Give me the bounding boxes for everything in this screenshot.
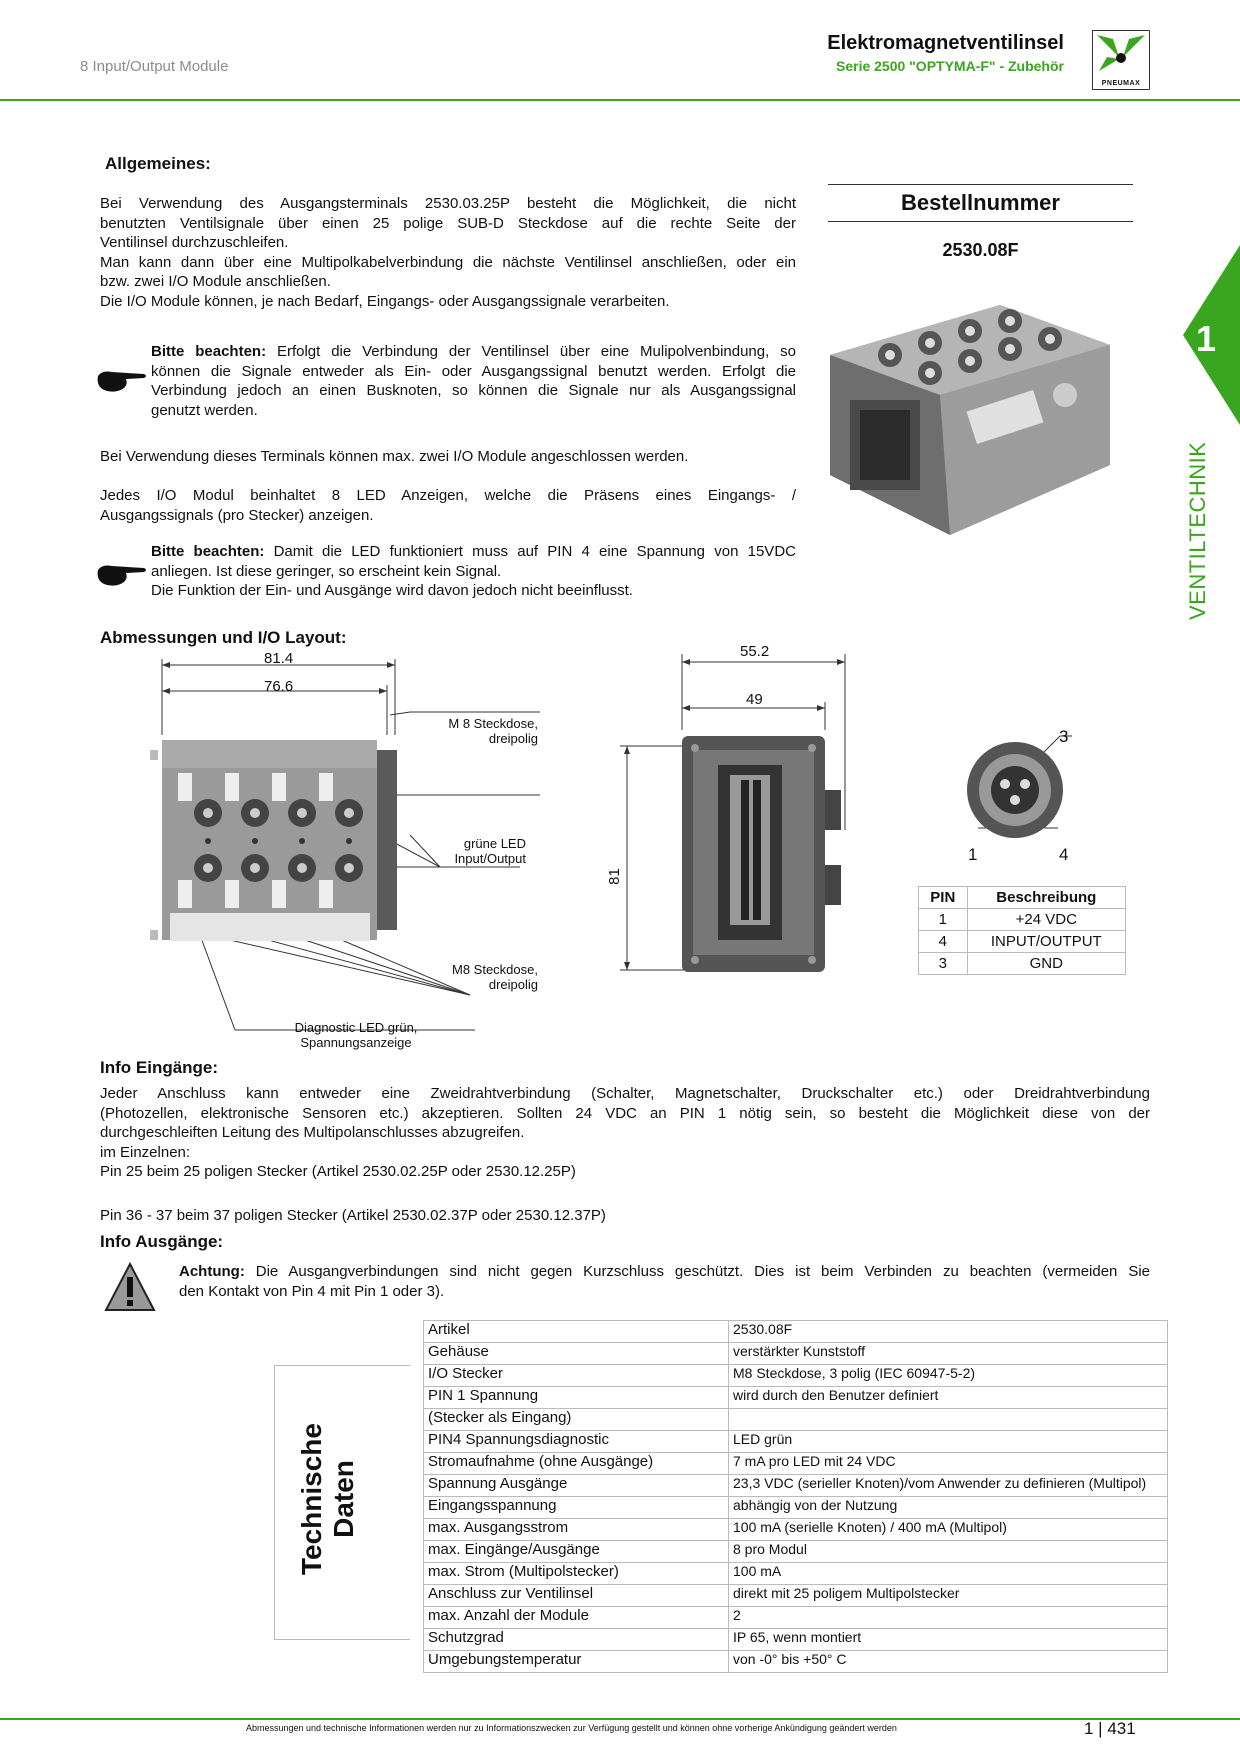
- warning-icon: [104, 1262, 156, 1314]
- table-row: [919, 931, 1126, 953]
- chapter-number: 1: [1196, 318, 1217, 359]
- side-view-drawing: [615, 650, 855, 980]
- logo-mark: [1093, 31, 1149, 79]
- text-line: (Photozellen, elektronische Sensoren etc.) akzeptieren. Sollten 24 VDC an PIN 1 nötig sein, so besteht die Möglichkeit diese von der: [100, 1104, 1150, 1122]
- tech-heading-line: Daten: [328, 1460, 359, 1538]
- tech-table: [423, 1320, 1168, 1673]
- dim-depth-inner: 49: [746, 691, 763, 708]
- table-header: PIN: [919, 887, 968, 909]
- text-line: Die I/O Module können, je nach Bedarf, Eingangs- oder Ausgangssignale verarbeiten.: [100, 292, 670, 310]
- warning-bold: Achtung:: [179, 1263, 245, 1280]
- tech-key: (Stecker als Eingang): [424, 1409, 729, 1431]
- tech-value: 8 pro Modul: [729, 1541, 1168, 1563]
- pointing-hand-icon: [96, 366, 148, 396]
- para-max-modules: [100, 447, 688, 467]
- table-row: [919, 953, 1126, 975]
- tech-value: M8 Steckdose, 3 polig (IEC 60947-5-2): [729, 1365, 1168, 1387]
- page-title: Elektromagnetventilinsel: [827, 32, 1064, 54]
- text-line: den Kontakt von Pin 4 mit Pin 1 oder 3).: [179, 1282, 445, 1300]
- label-diagnostic: [256, 1020, 456, 1050]
- dim-width-outer: 81.4: [264, 650, 294, 667]
- text-line: Man kann dann über eine Multipolkabelverbindung die nächste Ventilinsel anschließen, oder ein: [100, 253, 796, 271]
- tech-heading-line: Technische: [296, 1423, 327, 1575]
- brand-logo: [1092, 30, 1150, 90]
- table-row: [424, 1563, 1168, 1585]
- text-line: Jeder Anschluss kann entweder eine Zweidrahtverbindung (Schalter, Magnetschalter, Druckschalter etc.) oder Dreidrahtverbindung: [100, 1085, 1150, 1102]
- tech-key: Gehäuse: [424, 1343, 729, 1365]
- table-row: [424, 1409, 1168, 1431]
- label-line: grüne LED: [463, 836, 526, 851]
- info-outputs-text: [179, 1262, 1150, 1301]
- label-m8-bottom: [400, 962, 538, 992]
- tech-value: [729, 1409, 1168, 1431]
- order-rule-bottom: [828, 221, 1133, 222]
- text-line: im Einzelnen:: [100, 1143, 191, 1161]
- tech-value: 7 mA pro LED mit 24 VDC: [729, 1453, 1168, 1475]
- dimensions-heading: Abmessungen und I/O Layout:: [100, 628, 347, 647]
- logo-text: PNEUMAX: [1101, 80, 1141, 87]
- table-row: [424, 1607, 1168, 1629]
- table-cell: 4: [919, 931, 968, 953]
- label-led: [400, 836, 526, 866]
- note-2: [151, 542, 796, 601]
- order-number: 2530.08F: [942, 240, 1019, 260]
- general-text: [100, 194, 796, 311]
- text-line: anliegen. Ist diese geringer, so erscheint kein Signal.: [151, 562, 502, 580]
- table-row: [919, 887, 1126, 909]
- tech-value: LED grün: [729, 1431, 1168, 1453]
- table-row: [424, 1387, 1168, 1409]
- dim-height: 81: [605, 868, 623, 885]
- tech-key: Anschluss zur Ventilinsel: [424, 1585, 729, 1607]
- tech-key: PIN 1 Spannung: [424, 1387, 729, 1409]
- tech-key: PIN4 Spannungsdiagnostic: [424, 1431, 729, 1453]
- table-row: [424, 1651, 1168, 1673]
- tech-value: verstärkter Kunststoff: [729, 1343, 1168, 1365]
- label-line: dreipolig: [488, 977, 538, 992]
- table-row: [424, 1519, 1168, 1541]
- dim-width-inner: 76.6: [264, 678, 294, 695]
- info-inputs-text: [100, 1084, 1150, 1182]
- table-row: [424, 1321, 1168, 1343]
- tech-key: Artikel: [424, 1321, 729, 1343]
- pin-label-3: 3: [1059, 727, 1069, 746]
- table-cell: 3: [919, 953, 968, 975]
- label-line: Spannungsanzeige: [300, 1035, 412, 1050]
- tech-key: max. Eingänge/Ausgänge: [424, 1541, 729, 1563]
- tech-key: max. Strom (Multipolstecker): [424, 1563, 729, 1585]
- tech-table-body: [424, 1321, 1168, 1673]
- table-row: [424, 1343, 1168, 1365]
- tech-value: wird durch den Benutzer definiert: [729, 1387, 1168, 1409]
- footer-disclaimer: Abmessungen und technische Informationen werden nur zu Informationszwecken zur Verfügung gestellt und können ohne vorherige Ankündigung geändert werden: [246, 1723, 897, 1733]
- tech-key: Stromaufnahme (ohne Ausgänge): [424, 1453, 729, 1475]
- pin-label-4: 4: [1059, 845, 1069, 864]
- info-inputs-heading: Info Eingänge:: [100, 1058, 219, 1077]
- text-line: benutzten Ventilsignale über einen 25 polige SUB-D Steckdose auf die rechte Seite der: [100, 214, 796, 232]
- tech-key: Umgebungstemperatur: [424, 1651, 729, 1673]
- tech-value: direkt mit 25 poligem Multipolstecker: [729, 1585, 1168, 1607]
- text-line: Die Ausgangverbindungen sind nicht gegen Kurzschluss geschützt. Dies ist beim Verbinden zu beachten (vermeiden Sie: [244, 1263, 1150, 1280]
- section-label: 8 Input/Output Module: [80, 58, 229, 75]
- table-row: [424, 1453, 1168, 1475]
- table-cell: 1: [919, 909, 968, 931]
- table-row: [424, 1541, 1168, 1563]
- label-line: Input/Output: [454, 851, 526, 866]
- info-inputs-extra: [100, 1206, 606, 1226]
- table-header: Beschreibung: [967, 887, 1125, 909]
- header-divider: [0, 99, 1240, 101]
- info-outputs-heading: Info Ausgänge:: [100, 1232, 224, 1251]
- connector-pinout-drawing: [950, 720, 1090, 865]
- tech-value: 2: [729, 1607, 1168, 1629]
- tech-value: abhängig von der Nutzung: [729, 1497, 1168, 1519]
- table-cell: +24 VDC: [967, 909, 1125, 931]
- text-line: Erfolgt die Verbindung der Ventilinsel über eine Mulipolvenbindung, so: [266, 343, 797, 360]
- text-line: Ventilinsel durchzuschleifen.: [100, 234, 289, 251]
- tech-value: 100 mA (serielle Knoten) / 400 mA (Multipol): [729, 1519, 1168, 1541]
- note-1: [151, 342, 796, 420]
- table-cell: GND: [967, 953, 1125, 975]
- tech-value: IP 65, wenn montiert: [729, 1629, 1168, 1651]
- text-line: bzw. zwei I/O Module anschließen.: [100, 273, 331, 290]
- tech-key: Spannung Ausgänge: [424, 1475, 729, 1497]
- table-row: [424, 1365, 1168, 1387]
- product-photo: [820, 285, 1120, 555]
- tech-value: 23,3 VDC (serieller Knoten)/vom Anwender zu definieren (Multipol): [729, 1475, 1168, 1497]
- table-row: [919, 909, 1126, 931]
- pointing-hand-icon: [96, 560, 148, 590]
- text-line: Die Funktion der Ein- und Ausgänge wird davon jedoch nicht beeinflusst.: [151, 582, 633, 599]
- table-row: [424, 1585, 1168, 1607]
- label-line: M8 Steckdose,: [452, 962, 538, 977]
- tech-value: von -0° bis +50° C: [729, 1651, 1168, 1673]
- text-line: Pin 36 - 37 beim 37 poligen Stecker (Artikel 2530.02.37P oder 2530.12.37P): [100, 1207, 606, 1224]
- note-bold: Bitte beachten:: [151, 543, 265, 560]
- text-line: Ausgangssignals (pro Stecker) anzeigen.: [100, 506, 374, 524]
- para-led: [100, 486, 796, 525]
- chapter-label: VENTILTECHNIK: [1185, 441, 1210, 620]
- table-cell: INPUT/OUTPUT: [967, 931, 1125, 953]
- tech-value: 100 mA: [729, 1563, 1168, 1585]
- text-line: Bei Verwendung dieses Terminals können max. zwei I/O Module angeschlossen werden.: [100, 448, 689, 465]
- note-bold: Bitte beachten:: [151, 343, 267, 360]
- pin-label-1: 1: [968, 845, 978, 864]
- text-line: Pin 25 beim 25 poligen Stecker (Artikel 2530.02.25P oder 2530.12.25P): [100, 1163, 576, 1180]
- tech-key: max. Ausgangsstrom: [424, 1519, 729, 1541]
- page-subtitle: Serie 2500 "OPTYMA-F" - Zubehör: [836, 58, 1064, 74]
- dim-depth-outer: 55.2: [740, 643, 770, 660]
- pin-table: [918, 886, 1126, 975]
- text-line: genutzt werden.: [151, 401, 258, 419]
- table-row: [424, 1629, 1168, 1651]
- tech-key: max. Anzahl der Module: [424, 1607, 729, 1629]
- table-row: [424, 1431, 1168, 1453]
- label-m8-top: [400, 716, 538, 746]
- text-line: können die Signale entweder als Ein- oder Ausgangssignal benutzt werden. Erfolgt die: [151, 362, 796, 380]
- text-line: Bei Verwendung des Ausgangsterminals 2530.03.25P besteht die Möglichkeit, die nicht: [100, 195, 796, 212]
- footer-divider: [0, 1718, 1240, 1720]
- tech-heading: [296, 1423, 360, 1575]
- order-heading: Bestellnummer: [901, 190, 1060, 215]
- label-line: dreipolig: [488, 731, 538, 746]
- tech-key: Schutzgrad: [424, 1629, 729, 1651]
- text-line: Jedes I/O Modul beinhaltet 8 LED Anzeigen, welche die Präsens eines Eingangs- /: [100, 487, 796, 504]
- text-line: Verbindung jedoch an einen Busknoten, so können die Signale nur als Ausgangssignal: [151, 382, 796, 399]
- table-row: [424, 1475, 1168, 1497]
- label-line: M 8 Steckdose,: [448, 716, 538, 731]
- tech-key: I/O Stecker: [424, 1365, 729, 1387]
- order-rule-top: [828, 184, 1133, 185]
- general-heading: Allgemeines:: [105, 154, 211, 173]
- table-row: [424, 1497, 1168, 1519]
- tech-value: 2530.08F: [729, 1321, 1168, 1343]
- label-line: Diagnostic LED grün,: [294, 1020, 418, 1035]
- text-line: durchgeschleiften Leitung des Multipolanschlusses abzugreifen.: [100, 1124, 525, 1141]
- tech-key: Eingangsspannung: [424, 1497, 729, 1519]
- text-line: Damit die LED funktioniert muss auf PIN 4 eine Spannung von 15VDC: [264, 543, 796, 560]
- page-number: 1 | 431: [1084, 1719, 1136, 1738]
